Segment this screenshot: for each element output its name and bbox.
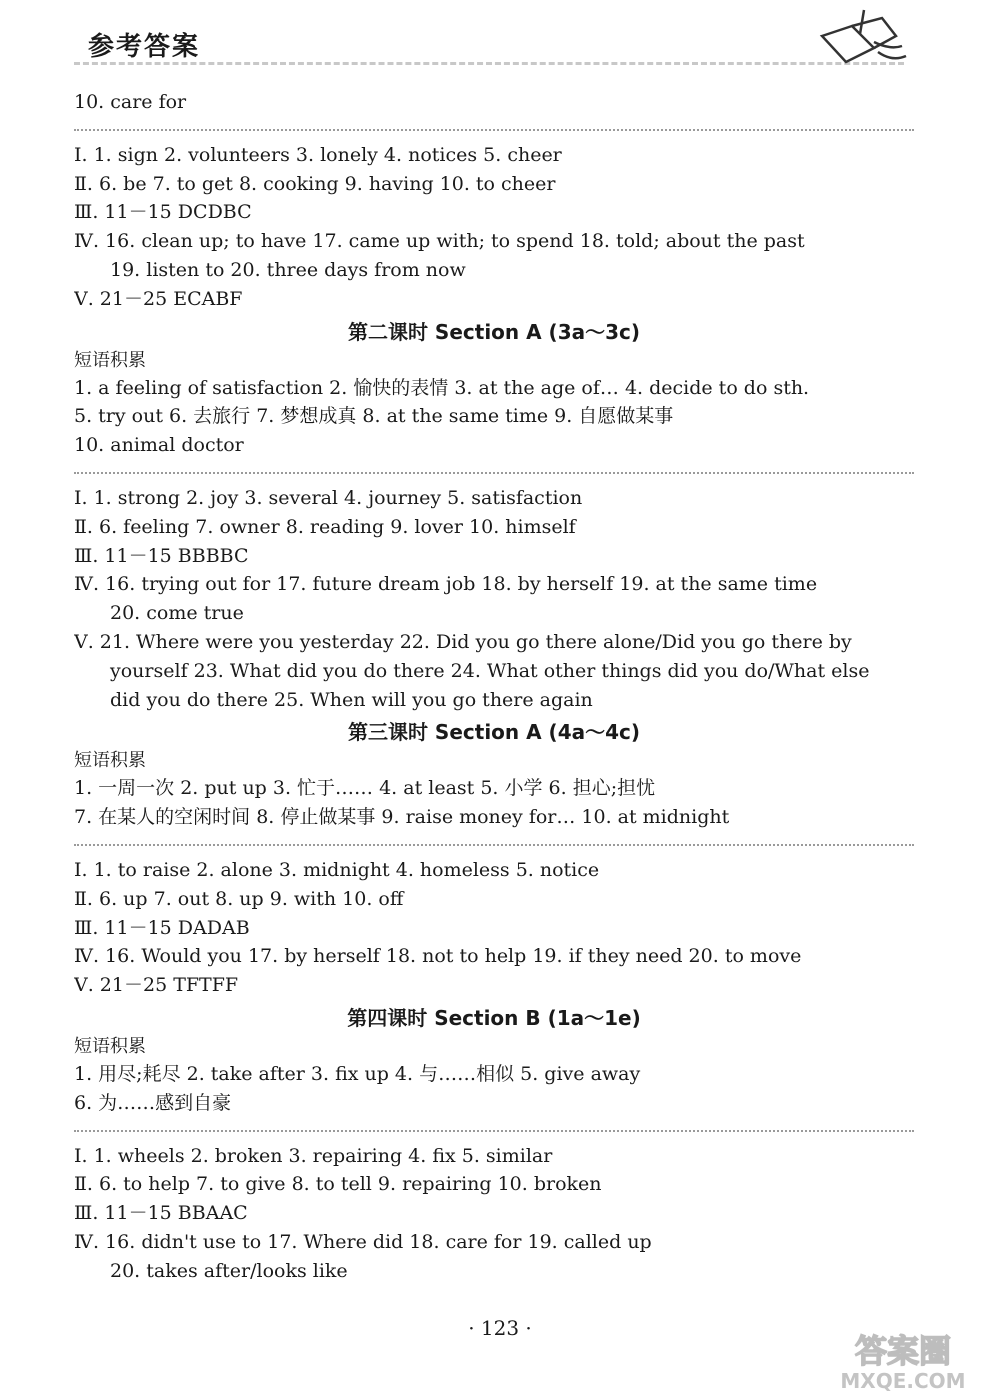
answer-line: Ⅱ. 6. feeling 7. owner 8. reading 9. lover 10. himself: [74, 515, 576, 538]
answer-line: Ⅳ. 16. trying out for 17. future dream job 18. by herself 19. at the same time: [74, 573, 818, 596]
phrase-accumulation-heading: 短语积累: [74, 750, 146, 772]
answer-line: 10. animal doctor: [74, 434, 244, 457]
answer-line: Ⅳ. 16. didn't use to 17. Where did 18. care for 19. called up: [74, 1230, 652, 1253]
section-title: 第四课时 Section B (1a～1e): [347, 1005, 641, 1030]
answer-line: Ⅰ. 1. wheels 2. broken 3. repairing 4. fix 5. similar: [74, 1144, 553, 1167]
answer-line: Ⅲ. 11－15 DCDBC: [74, 201, 252, 224]
section-title: 第三课时 Section A (4a～4c): [347, 720, 641, 745]
answer-line: 7. 在某人的空闲时间 8. 停止做某事 9. raise money for… 10. at midnight: [74, 806, 730, 829]
answer-line: yourself 23. What did you do there 24. What other things did you do/What else: [110, 659, 870, 682]
answer-line: Ⅲ. 11－15 DADAB: [74, 916, 250, 939]
answer-line: 10. care for: [74, 91, 187, 113]
watermark-text: 答案圈: [854, 1332, 952, 1370]
answer-line: Ⅱ. 6. be 7. to get 8. cooking 9. having 10. to cheer: [74, 172, 556, 195]
answer-line: Ⅳ. 16. Would you 17. by herself 18. not to help 19. if they need 20. to move: [74, 945, 802, 968]
phrase-accumulation-heading: 短语积累: [74, 349, 146, 371]
dotted-divider: [74, 1130, 914, 1132]
header-divider: [74, 62, 904, 65]
answer-line: did you do there 25. When will you go there again: [110, 688, 593, 711]
answer-line: 20. come true: [110, 602, 244, 625]
phrase-accumulation-heading: 短语积累: [74, 1035, 146, 1057]
answer-line: Ⅴ. 21. Where were you yesterday 22. Did you go there alone/Did you go there by: [74, 630, 852, 653]
answer-line: 5. try out 6. 去旅行 7. 梦想成真 8. at the same time 9. 自愿做某事: [74, 405, 674, 428]
dotted-divider: [74, 472, 914, 474]
answer-line: Ⅳ. 16. clean up; to have 17. came up with; to spend 18. told; about the past: [74, 230, 805, 253]
answer-line: Ⅴ. 21－25 TFTFF: [74, 974, 239, 997]
answer-line: Ⅱ. 6. up 7. out 8. up 9. with 10. off: [74, 887, 404, 910]
page-number: · 123 ·: [468, 1316, 532, 1340]
site-watermark: [815, 1328, 990, 1394]
dotted-divider: [74, 844, 914, 846]
dotted-divider: [74, 129, 914, 131]
answer-line: 20. takes after/looks like: [110, 1259, 348, 1282]
answer-line: 1. 一周一次 2. put up 3. 忙于…… 4. at least 5. 小学 6. 担心;担忧: [74, 777, 656, 800]
answer-content: [74, 88, 914, 1286]
answer-line: 19. listen to 20. three days from now: [110, 258, 466, 281]
answer-line: Ⅰ. 1. sign 2. volunteers 3. lonely 4. notices 5. cheer: [74, 143, 562, 166]
answer-line: Ⅰ. 1. to raise 2. alone 3. midnight 4. homeless 5. notice: [74, 858, 600, 881]
answer-line: 1. a feeling of satisfaction 2. 愉快的表情 3. at the age of… 4. decide to do sth.: [74, 376, 810, 399]
section-title: 第二课时 Section A (3a～3c): [347, 319, 641, 344]
page-header: [0, 0, 1000, 80]
book-pen-icon: [812, 6, 912, 70]
answer-line: Ⅱ. 6. to help 7. to give 8. to tell 9. repairing 10. broken: [74, 1173, 602, 1196]
answer-line: Ⅲ. 11－15 BBAAC: [74, 1202, 248, 1225]
answer-line: Ⅴ. 21－25 ECABF: [74, 287, 243, 310]
answer-line: Ⅰ. 1. strong 2. joy 3. several 4. journey 5. satisfaction: [74, 486, 583, 509]
answer-line: Ⅲ. 11－15 BBBBC: [74, 544, 249, 567]
header-title: 参考答案: [88, 32, 201, 62]
watermark-url: MXQE.COM: [840, 1369, 966, 1393]
answer-line: 6. 为……感到自豪: [74, 1091, 232, 1114]
answer-line: 1. 用尽;耗尽 2. take after 3. fix up 4. 与……相似 5. give away: [74, 1062, 641, 1085]
